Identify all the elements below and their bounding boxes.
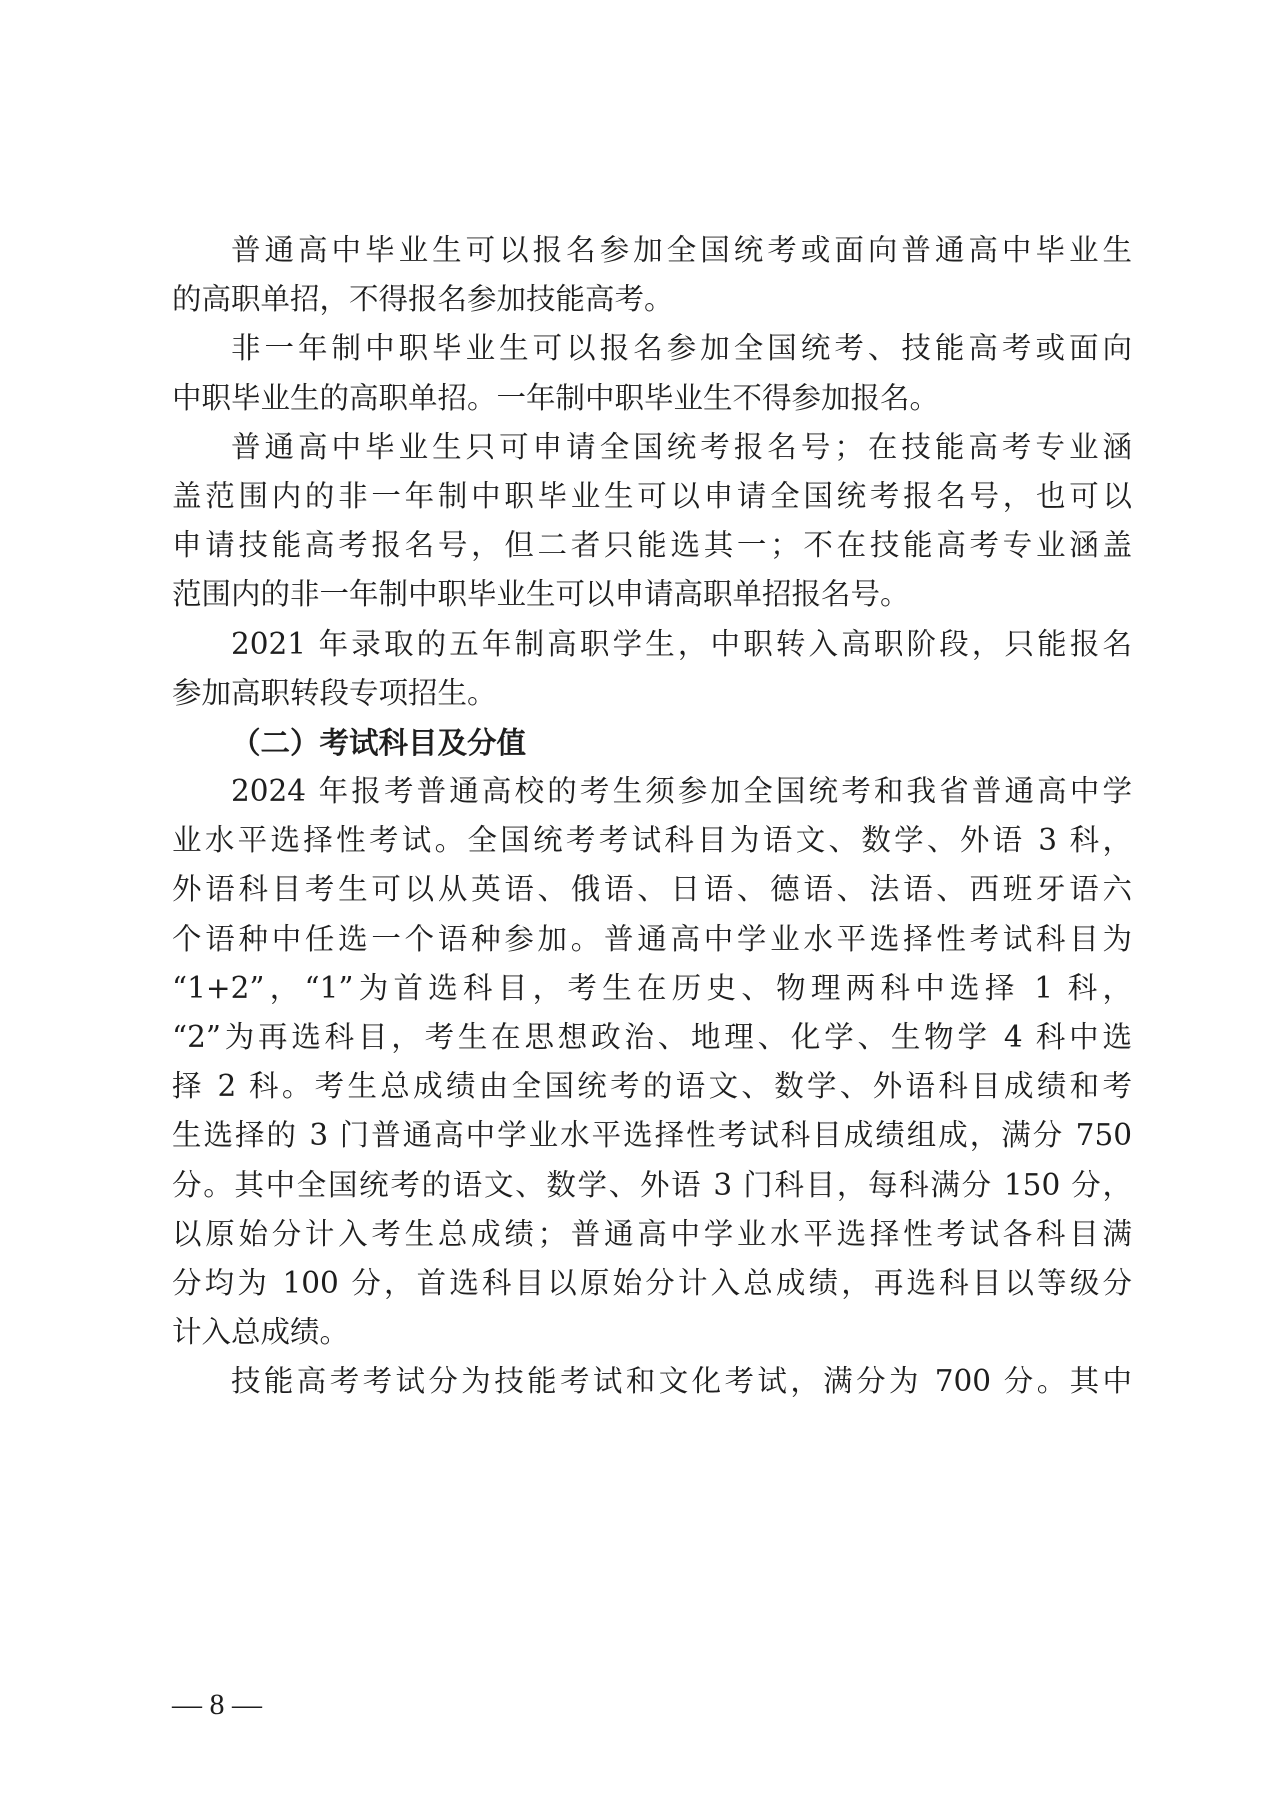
paragraph-line: 普通高中毕业生只可申请全国统考报名号；在技能高考专业涵 (231, 429, 1132, 464)
paragraph-line: 范围内的非一年制中职毕业生可以申请高职单招报名号。 (172, 577, 910, 612)
paragraph-line: 中职毕业生的高职单招。一年制中职毕业生不得参加报名。 (172, 380, 940, 415)
paragraph-line: 普通高中毕业生可以报名参加全国统考或面向普通高中毕业生 (231, 233, 1132, 267)
paragraph-line: 参加高职转段专项招生。 (172, 675, 497, 710)
paragraph-line: 个语种中任选一个语种参加。普通高中学业水平选择性考试科目为 (172, 921, 1132, 956)
paragraph-line: 计入总成绩。 (172, 1315, 350, 1350)
paragraph-line: 分均为 100 分，首选科目以原始分计入总成绩，再选科目以等级分 (172, 1265, 1132, 1300)
paragraph-line: 的高职单招，不得报名参加技能高考。 (172, 282, 674, 317)
paragraph-line: 2024 年报考普通高校的考生须参加全国统考和我省普通高中学 (231, 774, 1132, 809)
paragraph-line: 以原始分计入考生总成绩；普通高中学业水平选择性考试各科目满 (172, 1216, 1132, 1251)
page-number: — 8 — (172, 1688, 262, 1721)
paragraph-line: 技能高考考试分为技能考试和文化考试，满分为 700 分。其中 (231, 1364, 1132, 1399)
body-text (172, 226, 1132, 1407)
section-heading: （二）考试科目及分值 (231, 724, 527, 760)
paragraph-line: 非一年制中职毕业生可以报名参加全国统考、技能高考或面向 (231, 331, 1132, 366)
paragraph-line: 2021 年录取的五年制高职学生，中职转入高职阶段，只能报名 (231, 626, 1132, 661)
paragraph-line: 分。其中全国统考的语文、数学、外语 3 门科目，每科满分 150 分， (172, 1167, 1132, 1202)
paragraph-line: 择 2 科。考生总成绩由全国统考的语文、数学、外语科目成绩和考 (172, 1069, 1132, 1104)
paragraph-line: “1+2”，“1”为首选科目，考生在历史、物理两科中选择 1 科， (172, 970, 1132, 1005)
paragraph-line: 外语科目考生可以从英语、俄语、日语、德语、法语、西班牙语六 (172, 872, 1132, 907)
paragraph-line: 申请技能高考报名号，但二者只能选其一；不在技能高考专业涵盖 (172, 528, 1132, 563)
paragraph-line: 业水平选择性考试。全国统考考试科目为语文、数学、外语 3 科， (172, 823, 1132, 858)
paragraph-line: 生选择的 3 门普通高中学业水平选择性考试科目成绩组成，满分 750 (172, 1118, 1132, 1153)
paragraph-line: 盖范围内的非一年制中职毕业生可以申请全国统考报名号，也可以 (172, 478, 1132, 513)
paragraph-line: “2”为再选科目，考生在思想政治、地理、化学、生物学 4 科中选 (172, 1020, 1132, 1054)
